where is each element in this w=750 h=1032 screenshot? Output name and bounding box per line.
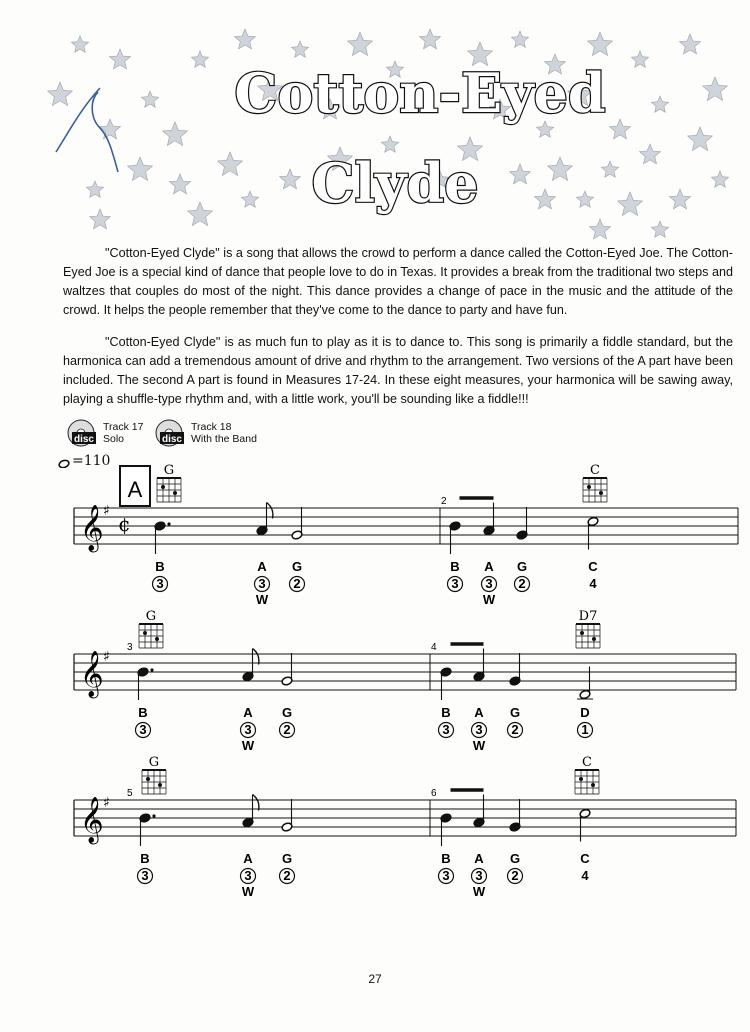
note (579, 808, 591, 883)
sharp-icon: ♯ (103, 649, 110, 665)
note-name: G (281, 705, 293, 720)
music-system (74, 788, 736, 899)
note-name: C (580, 851, 590, 866)
note (577, 667, 593, 738)
svg-text:disc: disc (73, 434, 95, 445)
note (280, 653, 295, 738)
hole-number: 2 (283, 868, 291, 883)
chord-diagram (157, 463, 181, 502)
note (472, 795, 487, 900)
note-name: G (509, 705, 521, 720)
breath-marker: W (255, 592, 269, 607)
music-system (74, 642, 736, 753)
hole-number: 3 (475, 868, 483, 883)
note (515, 507, 530, 592)
chord-diagram (583, 463, 607, 502)
chord-name: D7 (578, 609, 598, 624)
cut-time-icon: ¢ (118, 512, 131, 536)
sharp-icon: ♯ (103, 503, 110, 519)
note-name: B (140, 851, 150, 866)
note (290, 507, 305, 592)
treble-clef-icon: 𝄞 (80, 651, 104, 697)
note-name: G (281, 851, 293, 866)
note-name: B (155, 559, 165, 574)
note (280, 799, 295, 884)
note-name: A (474, 851, 484, 866)
note-name: B (138, 705, 148, 720)
breath-marker: W (472, 738, 486, 753)
intro-paragraph-2: "Cotton-Eyed Clyde" is as much fun to play as it is to dance to. This song is primarily a fiddle standard, but the harmonica can add a tremendous amount of drive and rhythm to the arrangement. Two versions of the A part have been included. The second A part is found in Measures 17-24. In these eight measures, your harmonica will be sawing away, playing a shuffle-type rhythm and, with a little work, you'll be sounding like a fiddle!!! (63, 335, 733, 406)
page-number: 27 (368, 972, 382, 986)
measure-number: 3 (127, 642, 133, 653)
hole-number: 1 (581, 722, 589, 737)
hole-number: 3 (485, 576, 493, 591)
note (508, 653, 523, 738)
note (439, 813, 454, 884)
note-name: C (588, 559, 598, 574)
track-desc: Solo (103, 433, 125, 445)
tempo-value: =110 (72, 453, 111, 469)
measure-number: 2 (441, 496, 447, 507)
track-number: Track 18 (191, 421, 232, 433)
hole-number: 3 (139, 722, 147, 737)
hole-number: 3 (442, 722, 450, 737)
hole-number: 3 (141, 868, 149, 883)
hole-number: 3 (258, 576, 266, 591)
note (153, 521, 171, 592)
breath-marker: W (472, 884, 486, 899)
hole-number: 4 (589, 576, 597, 591)
track-number: Track 17 (103, 421, 144, 433)
chord-diagram (139, 609, 163, 648)
hole-number: 2 (293, 576, 301, 591)
treble-clef-icon: 𝄞 (80, 505, 104, 551)
note-name: A (243, 705, 253, 720)
note-name: A (474, 705, 484, 720)
hole-number: 4 (581, 868, 589, 883)
chord-name: C (582, 755, 592, 770)
hole-number: 2 (283, 722, 291, 737)
sharp-icon: ♯ (103, 795, 110, 811)
intro-paragraph-1: "Cotton-Eyed Clyde" is a song that allows the crowd to perform a dance called the Cotton-Eyed Joe. The Cotton-Eyed Joe is a special kind of dance that people love to do in Texas. It provides a break from the traditional two steps and waltzes that couples do most of the night. This dance provides a change of pace in the music and the attitude of the crowd. It helps the people remember that they've come to the dance to party and have fun. (63, 246, 733, 317)
note (439, 667, 454, 738)
chord-name: C (590, 463, 600, 478)
note-name: A (257, 559, 267, 574)
section-marker (120, 466, 150, 506)
note (136, 667, 154, 738)
hole-number: 3 (156, 576, 164, 591)
measure-number: 4 (431, 642, 437, 653)
note (241, 649, 259, 754)
note-name: B (450, 559, 460, 574)
note (472, 649, 487, 754)
chord-diagram (576, 609, 600, 648)
title-line1: Cotton-Eyed (234, 61, 606, 125)
track-desc: With the Band (191, 433, 257, 445)
note-name: G (509, 851, 521, 866)
svg-text:disc: disc (161, 434, 183, 445)
note-name: A (243, 851, 253, 866)
note (138, 813, 156, 884)
note-name: B (441, 851, 451, 866)
hole-number: 2 (518, 576, 526, 591)
hole-number: 3 (475, 722, 483, 737)
title-line2: Clyde (311, 151, 479, 215)
note (241, 795, 259, 900)
breath-marker: W (241, 884, 255, 899)
hole-number: 3 (244, 722, 252, 737)
hole-number: 3 (451, 576, 459, 591)
treble-clef-icon: 𝄞 (80, 797, 104, 843)
hole-number: 3 (442, 868, 450, 883)
chord-name: G (148, 755, 160, 770)
hole-number: 3 (244, 868, 252, 883)
hole-number: 2 (511, 868, 519, 883)
breath-marker: W (482, 592, 496, 607)
note (255, 503, 273, 608)
chord-name: G (145, 609, 157, 624)
section-label: A (127, 477, 143, 502)
note-name: A (484, 559, 494, 574)
note-name: G (516, 559, 528, 574)
measure-number: 6 (431, 788, 437, 799)
note (508, 799, 523, 884)
chord-diagram (142, 755, 166, 794)
note (587, 516, 599, 591)
note (448, 521, 463, 592)
note (482, 503, 497, 608)
breath-marker: W (241, 738, 255, 753)
measure-number: 5 (127, 788, 133, 799)
chord-name: G (163, 463, 175, 478)
chord-diagram (575, 755, 599, 794)
hole-number: 2 (511, 722, 519, 737)
note-name: G (291, 559, 303, 574)
note-name: D (580, 705, 590, 720)
music-system (74, 496, 738, 607)
note-name: B (441, 705, 451, 720)
